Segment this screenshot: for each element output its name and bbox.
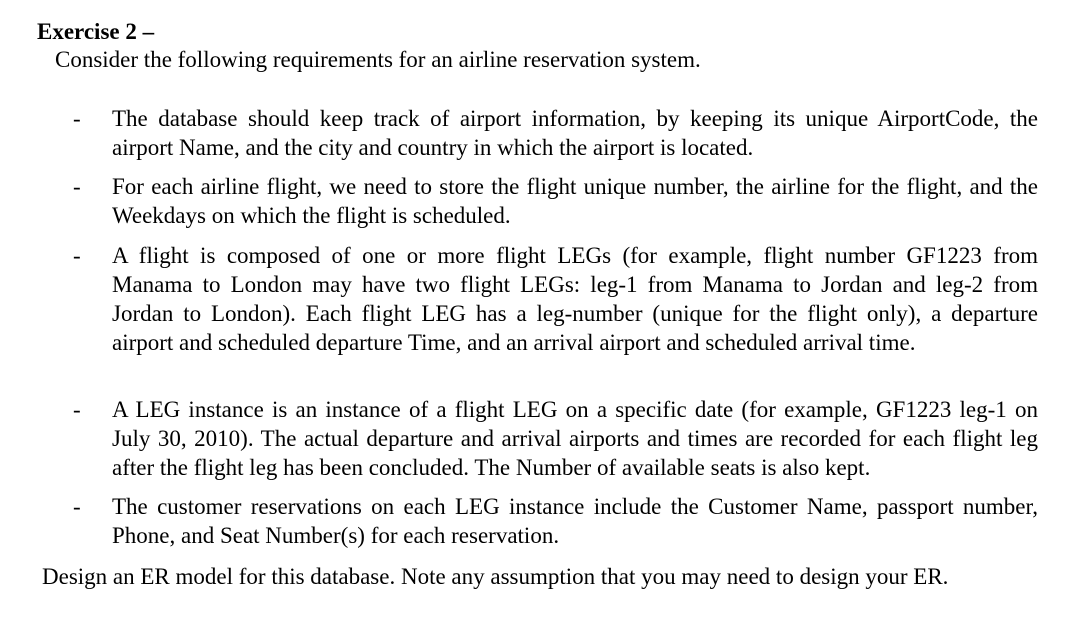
task-instruction: Design an ER model for this database. Note any assumption that you may need to design your ER. (42, 564, 949, 589)
bullet-dash: - (73, 174, 81, 199)
bullet-dash: - (73, 494, 81, 519)
bullet-dash: - (73, 106, 81, 131)
requirement-text-leg-instance: A LEG instance is an instance of a flight LEG on a specific date (for example, GF1223 leg-1 on July 30, 2010). The actual departure and arrival airports and times are recorded for each flight leg after the flight leg has been concluded. The Number of available seats is also kept. (112, 397, 1038, 480)
requirement-text-airport: The database should keep track of airport information, by keeping its unique AirportCode, the airport Name, and the city and country in which the airport is located. (112, 106, 1038, 160)
bullet-dash: - (73, 243, 81, 268)
bullet-dash: - (73, 397, 81, 422)
exercise-intro: Consider the following requirements for an airline reservation system. (55, 47, 701, 72)
requirement-text-flight-leg: A flight is composed of one or more flight LEGs (for example, flight number GF1223 from Manama to London may have two flight LEGs: leg-1 from Manama to Jordan and leg-2 from Jordan to London). Each flight LEG has a leg-number (unique for the flight only), a departure airport and scheduled departure Time, and an arrival airport and scheduled arrival time. (112, 243, 1038, 355)
exercise-title: Exercise 2 – (37, 19, 155, 44)
requirement-text-reservations: The customer reservations on each LEG instance include the Customer Name, passport number, Phone, and Seat Number(s) for each reservation. (112, 494, 1038, 548)
requirement-text-flight: For each airline flight, we need to store the flight unique number, the airline for the flight, and the Weekdays on which the flight is scheduled. (112, 174, 1038, 228)
